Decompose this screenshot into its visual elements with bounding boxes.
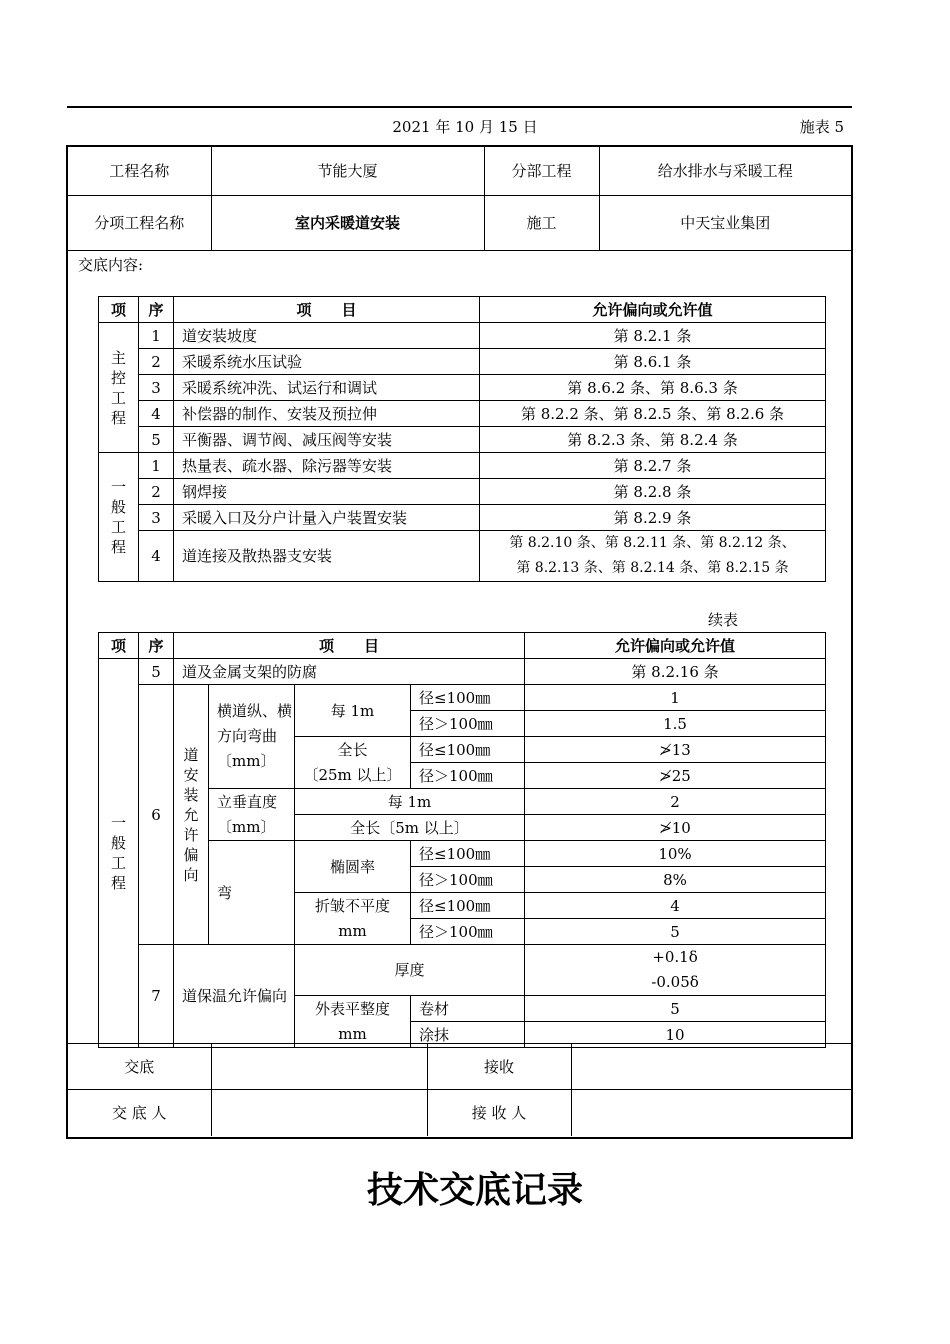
subitem-label: 分项工程名称 — [68, 195, 211, 250]
ovality-label: 椭圆率 — [295, 841, 411, 893]
diameter-label: 径≤100㎜ — [411, 841, 525, 867]
diameter-label: 径≤100㎜ — [411, 685, 525, 711]
flatness-line: 外表平整度 — [314, 999, 390, 1018]
vertical-line: 〔mm〕 — [217, 817, 276, 836]
row-no: 5 — [139, 427, 174, 453]
row-value-line: 第 8.2.10 条、第 8.2.11 条、第 8.2.12 条、 — [509, 535, 796, 551]
inspection-table-main — [98, 296, 826, 582]
row-no: 7 — [139, 945, 174, 1048]
tolerance-value: 2 — [525, 789, 826, 815]
vertical-per-1m: 每 1m — [295, 789, 525, 815]
vertical-full-length: 全长〔5m 以上〕 — [295, 815, 525, 841]
tolerance-value: ≯25 — [525, 763, 826, 789]
row-item: 钢焊接 — [174, 479, 480, 505]
record-date: 2021 年 10 月 15 日 — [392, 118, 538, 136]
row-value: 第 8.2.8 条 — [480, 479, 826, 505]
col-header-no: 序 — [139, 633, 174, 659]
flatness-line: mm — [338, 1024, 367, 1043]
roll-label: 卷材 — [411, 996, 525, 1022]
row-value: 第 8.2.1 条 — [480, 323, 826, 349]
tolerance-value: 10 — [525, 1022, 826, 1048]
division-value: 给水排水与采暖工程 — [599, 147, 851, 195]
diameter-label: 径＞100㎜ — [411, 763, 525, 789]
division-label: 分部工程 — [484, 147, 599, 195]
receiver-label: 接 收 人 — [427, 1090, 571, 1136]
row-value: 第 8.2.3 条、第 8.2.4 条 — [480, 427, 826, 453]
row-value-line: 第 8.2.13 条、第 8.2.14 条、第 8.2.15 条 — [516, 560, 789, 576]
row-item: 采暖入口及分户计量入户装置安装 — [174, 505, 480, 531]
col-header-category: 项 — [99, 297, 139, 323]
tolerance-value: 10% — [525, 841, 826, 867]
pipe-install-category — [174, 685, 209, 945]
thickness-label: 厚度 — [295, 945, 525, 996]
full-length-line: 〔25m 以上〕 — [303, 765, 402, 784]
receiver-field[interactable] — [571, 1090, 851, 1136]
full-length-line: 全长 — [337, 740, 368, 759]
per-1m-label: 每 1m — [295, 685, 411, 737]
row-no: 1 — [139, 323, 174, 349]
row-no: 5 — [139, 659, 174, 685]
row-no: 3 — [139, 375, 174, 401]
row-no: 2 — [139, 349, 174, 375]
pipe-install-category-text: 道安装允许偏向 — [183, 745, 199, 884]
vertical-line: 立垂直度 — [217, 792, 278, 811]
inspection-table-continued — [98, 632, 826, 1048]
col-header-value: 允许偏向或允许值 — [525, 633, 826, 659]
diameter-label: 径＞100㎜ — [411, 919, 525, 945]
tolerance-value: ≯13 — [525, 737, 826, 763]
content-label: 交底内容: — [78, 256, 144, 274]
row-value: 第 8.2.16 条 — [525, 659, 826, 685]
row-item: 道及金属支架的防腐 — [174, 659, 525, 685]
project-name: 节能大厦 — [211, 147, 484, 195]
thickness-minus: -0.05δ — [651, 973, 699, 991]
project-name-label: 工程名称 — [68, 147, 211, 195]
record-form — [66, 145, 853, 1139]
row-item: 采暖系统冲洗、试运行和调试 — [174, 375, 480, 401]
receive-field[interactable] — [571, 1044, 851, 1090]
tolerance-value: 8% — [525, 867, 826, 893]
tolerance-value: 1.5 — [525, 711, 826, 737]
diameter-label: 径＞100㎜ — [411, 867, 525, 893]
row-item: 道连接及散热器支安装 — [174, 531, 480, 582]
tolerance-value: 1 — [525, 685, 826, 711]
col-header-no: 序 — [139, 297, 174, 323]
wrinkle-line: mm — [338, 921, 367, 940]
diameter-label: 径≤100㎜ — [411, 737, 525, 763]
row-item: 平衡器、调节阀、减压阀等安装 — [174, 427, 480, 453]
row-value: 第 8.2.2 条、第 8.2.5 条、第 8.2.6 条 — [480, 401, 826, 427]
col-header-category: 项 — [99, 633, 139, 659]
insulation-label-text: 道保温允许偏向 — [182, 986, 288, 1005]
row-value: 第 8.6.1 条 — [480, 349, 826, 375]
top-rule — [67, 106, 852, 108]
info-table — [68, 147, 851, 251]
bend-label-text: 横道纵、横方向弯曲〔mm〕 — [217, 702, 293, 770]
col-header-item: 项 目 — [174, 633, 525, 659]
wrinkle-label — [295, 893, 411, 945]
subitem-value: 室内采暖道安装 — [211, 195, 484, 250]
col-header-value: 允许偏向或允许值 — [480, 297, 826, 323]
thickness-plus: +0.1δ — [652, 948, 698, 966]
paint-label: 涂抹 — [411, 1022, 525, 1048]
bend-label — [209, 685, 295, 789]
handover-person-label: 交 底 人 — [68, 1090, 211, 1136]
diameter-label: 径＞100㎜ — [411, 711, 525, 737]
full-length-label — [295, 737, 411, 789]
row-item: 道安装坡度 — [174, 323, 480, 349]
document-title: 技术交底记录 — [366, 1170, 583, 1211]
construction-value: 中天宝业集团 — [599, 195, 851, 250]
thickness-value — [525, 945, 826, 996]
tolerance-value: ≯10 — [525, 815, 826, 841]
group-main-control-text: 主控工程 — [111, 348, 127, 427]
row-no: 2 — [139, 479, 174, 505]
group-general-text: 一般工程 — [111, 478, 127, 556]
row-value: 第 8.2.7 条 — [480, 453, 826, 479]
group-general — [99, 453, 139, 582]
row-value: 第 8.6.2 条、第 8.6.3 条 — [480, 375, 826, 401]
tolerance-value: 5 — [525, 996, 826, 1022]
tolerance-value: 4 — [525, 893, 826, 919]
signature-table — [68, 1043, 851, 1136]
handover-label: 交底 — [68, 1044, 211, 1090]
group-main-control — [99, 323, 139, 453]
row-item: 补偿器的制作、安装及预拉伸 — [174, 401, 480, 427]
row-no: 6 — [139, 685, 174, 945]
row-item: 采暖系统水压试验 — [174, 349, 480, 375]
diameter-label: 径≤100㎜ — [411, 893, 525, 919]
group-general — [99, 659, 139, 1048]
row-item: 热量表、疏水器、除污器等安装 — [174, 453, 480, 479]
wrinkle-line: 折皱不平度 — [314, 896, 390, 915]
row-no: 4 — [139, 401, 174, 427]
row-no: 1 — [139, 453, 174, 479]
flatness-label — [295, 996, 411, 1048]
form-number: 施表 5 — [799, 118, 844, 136]
continued-label: 续表 — [708, 611, 739, 629]
row-no: 4 — [139, 531, 174, 582]
group-general-text: 一般工程 — [111, 814, 127, 892]
handover-field[interactable] — [211, 1044, 427, 1090]
insulation-label — [174, 945, 295, 1048]
row-value-multiline — [480, 531, 826, 582]
row-no: 3 — [139, 505, 174, 531]
row-value: 第 8.2.9 条 — [480, 505, 826, 531]
receive-label: 接收 — [427, 1044, 571, 1090]
col-header-item: 项 目 — [174, 297, 480, 323]
bend-section-label: 弯 — [209, 841, 295, 945]
construction-label: 施工 — [484, 195, 599, 250]
handover-person-field[interactable] — [211, 1090, 427, 1136]
vertical-label — [209, 789, 295, 841]
tolerance-value: 5 — [525, 919, 826, 945]
